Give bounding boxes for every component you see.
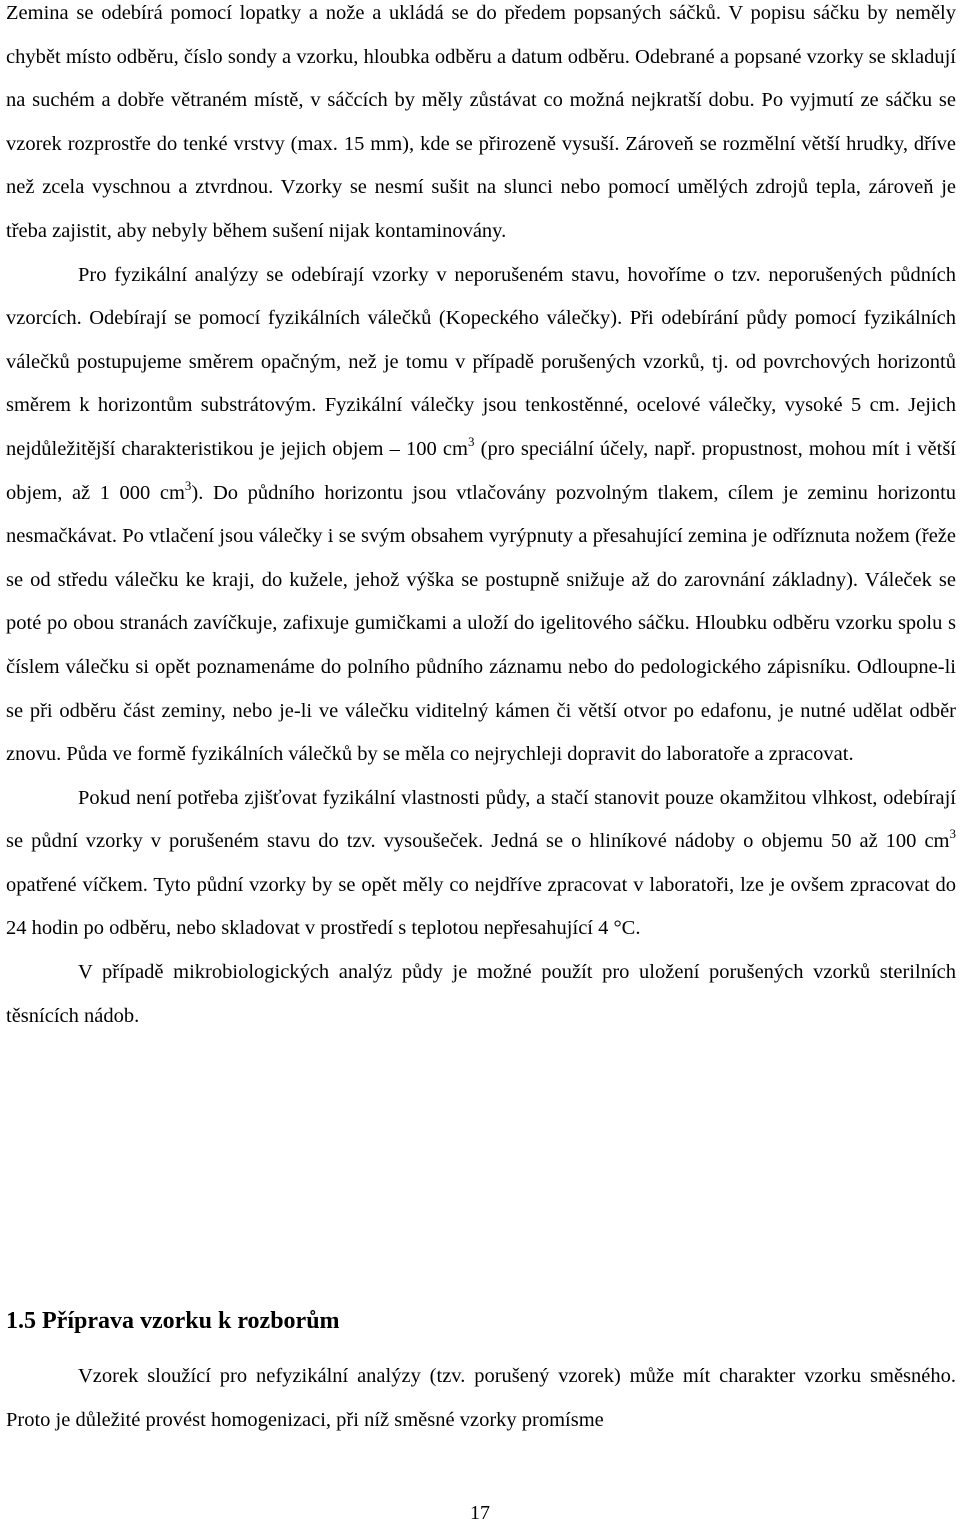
text-run: (pro speciální účely, např. propustnost, mohou mít i větší objem, až 1 000 cm [6,437,956,504]
section-body-text [6,1355,956,1442]
section-heading: 1.5 Příprava vzorku k rozborům [6,1308,340,1334]
text-run: opatřené víčkem. Tyto půdní vzorky by se opět měly co nejdříve zpracovat v laboratoři, lze je ovšem zpracovat do 24 hodin po odběru, nebo skladovat v prostředí s teplotou nepřesahující 4 °C. [6,873,956,940]
paragraph-moisture [6,777,956,951]
paragraph-microbiology: V případě mikrobiologických analýz půdy je možné použít pro uložení porušených vzorků sterilních těsnících nádob. [6,961,956,1027]
paragraph-physical-analysis [6,254,956,777]
page-number: 17 [470,1502,490,1524]
text-run: Pokud není potřeba zjišťovat fyzikální vlastnosti půdy, a stačí stanovit pouze okamžitou vlhkost, odebírají se půdní vzorky v porušeném stavu do tzv. vysoušeček. Jedná se o hliníkové nádoby o objemu 50 až 100 cm [6,786,956,853]
body-text [6,0,956,1038]
superscript: 3 [949,826,956,842]
superscript: 3 [467,433,475,449]
text-run: ). Do půdního horizontu jsou vtlačovány pozvolným tlakem, cílem je zeminu horizontu nesmačkávat. Po vtlačení jsou válečky i se svým obsahem vyrýpnuty a přesahující zemina je odříznuta nožem (řeže se od středu válečku ke kraji, do kuželе, jehož výška se postupně snižuje až do zarovnání základny). Váleček se poté po obou stranách zavíčkuje, zafixuje gumičkami a uloží do igelitového sáčku. Hloubku odběru vzorku spolu s číslem válečku si opět poznamenáme do polního půdního záznamu nebo do pedologického zápisníku. Odloupne-li se při odběru část zeminy, nebo je-li ve válečku viditelný kámen či větší otvor po edafonu, je nutné udělat odběr znovu. Půda ve formě fyzikálních válečků by se měla co nejrychleji dopravit do laboratoře a zpracovat. [6,481,957,766]
paragraph-sampling: Zemina se odebírá pomocí lopatky a nože a ukládá se do předem popsaných sáčků. V popisu sáčku by neměly chybět místo odběru, číslo sondy a vzorku, hloubka odběru a datum odběru. Odebrané a popsané vzorky se skladují na suchém a dobře větraném místě, v sáčcích by měly zůstávat co možná nejkratší dobu. Po vyjmutí ze sáčku se vzorek rozprostře do tenké vrstvy (max. 15 mm), kde se přirozeně vysuší. Zároveň se rozmělní větší hrudky, dříve než zcela vyschnou a ztvrdnou. Vzorky se nesmí sušit na slunci nebo pomocí umělých zdrojů tepla, zároveň je třeba zajistit, aby nebyly během sušení nijak kontaminovány. [6,2,956,242]
paragraph-sample-preparation: Vzorek sloužící pro nefyzikální analýzy (tzv. porušený vzorek) může mít charakter vzorku směsného. Proto je důležité provést homogenizaci, při níž směsné vzorky promísme [6,1365,956,1431]
superscript: 3 [184,477,192,493]
text-run: Pro fyzikální analýzy se odebírají vzorky v neporušeném stavu, hovoříme o tzv. neporušených půdních vzorcích. Odebírají se pomocí fyzikálních válečků (Kopeckého válečky). Při odebírání půdy pomocí fyzikálních válečků postupujeme směrem opačným, než je tomu v případě porušených vzorků, tj. od povrchových horizontů směrem k horizontům substrátovým. Fyzikální válečky jsou tenkostěnné, ocelové válečky, vysoké 5 cm. Jejich nejdůležitější charakteristikou je jejich objem – 100 cm [6,263,956,460]
